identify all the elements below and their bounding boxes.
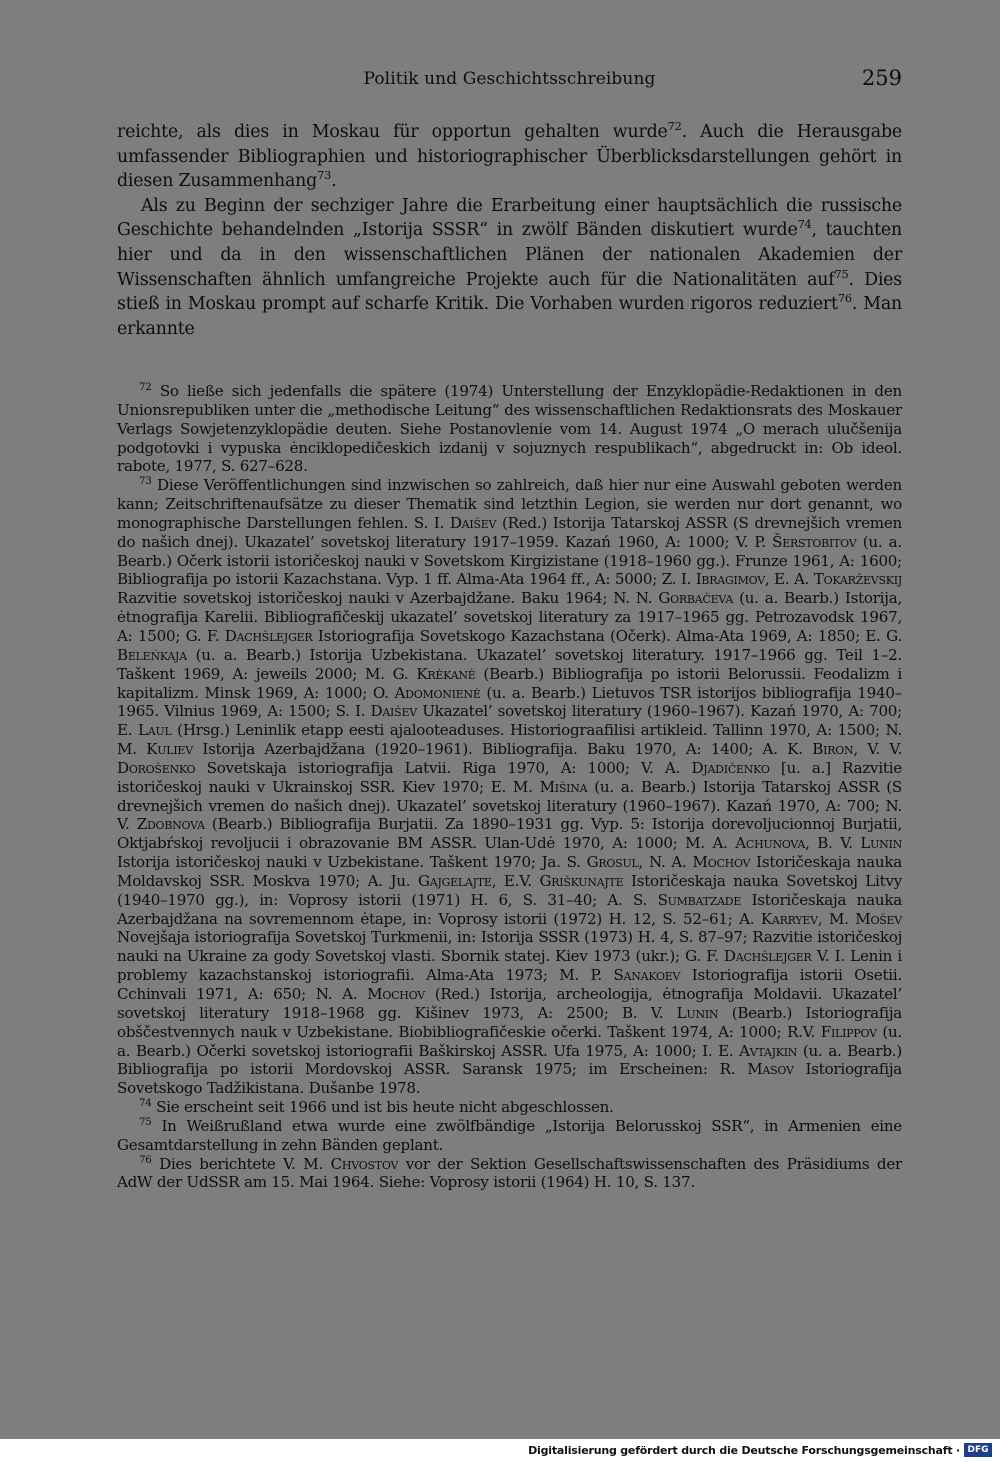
text-run: (Bearb.) Bibliografija Burjatii. Za 1890–1931 gg. Vyp. 5: Istorija dorevoljucionnoj Burjatii, Oktjabŕskoj revoljucii i obrazovanie BM ASSR. Ulan-Udė 1970, A: 1000; M. A. (117, 815, 903, 853)
author-name: Karryev (760, 909, 818, 928)
author-name: Dachšlejger (723, 947, 812, 966)
text-run: (u. a. Bearb.) Istorija, ėtnografija Karelii. Bibliografičeskij ukazatel’ sovetskoj literatury za 1917–1965 gg. Petrozavodsk 1967, A: 1500; G. F. (117, 589, 902, 645)
text-run: Istoriografija Sovetskogo Tadžikistana. Dušanbe 1978. (117, 1060, 903, 1098)
text-run: reichte, als dies in Moskau für opportun gehalten wurde (117, 122, 668, 142)
author-name: Daišev (449, 513, 497, 532)
author-name: Daišev (370, 702, 417, 721)
author-name: Beleńkaja (117, 645, 187, 664)
footnote-text (117, 476, 902, 1097)
author-name: Sumbatzade (657, 890, 742, 909)
author-name: Mochov (367, 985, 425, 1003)
footnote-number: 75 (139, 1115, 152, 1128)
author-name: Šerstobitov (772, 532, 857, 551)
text-run: . Auch die Herausgabe umfassender Bibliographien und historiographischer Überblicksdarstellungen gehört in diesen Zusammenhang (117, 122, 902, 192)
text-run: Ukazatel’ sovetskoj literatury (1960–1967). Kazań 1970, A: 700; E. (117, 702, 902, 740)
footnote-73 (117, 476, 902, 1098)
author-name: Tokarževskij (813, 570, 902, 589)
text-run: Istoričeskaja nauka Moldavskoj SSR. Moskva 1970; A. Ju. (117, 853, 902, 890)
author-name: Krėkanė (416, 664, 476, 683)
text-run: , N. A. (638, 853, 693, 872)
author-name: Adomonienė (394, 683, 481, 702)
text-run: , V. V. (853, 740, 902, 759)
text-run: (Red.) Istorija, archeologija, ėtnografija Moldavii. Ukazatel’ sovetskoj literatury 1918–1968 gg. Kišinev 1973, A: 2500; B. V. (117, 985, 902, 1022)
text-run: Sovetskaja istoriografija Latvii. Riga 1970, A: 1000; V. A. (195, 758, 692, 777)
author-name: Lunin (860, 834, 902, 853)
text-run: (Hrsg.) Leninlik etapp eesti ajalooteaduses. Historiograafilisi artikleid. Tallinn 1970, A: 1500; N. M. (117, 721, 903, 759)
text-run: (u. a. Bearb.) Istorija Uzbekistana. Ukazatel’ sovetskoj literatury. 1917–1966 gg. Teil 1–2. Taškent 1969, A: jeweils 2000; M. G. (117, 645, 902, 683)
author-name: Zdobnova (136, 815, 205, 834)
footnote-74 (117, 1098, 902, 1117)
paragraph-2 (117, 194, 902, 342)
author-name: Avtajkin (739, 1041, 798, 1060)
text-run: Istoriografija istorii Osetii. Cchinvali 1971, A: 650; N. A. (117, 966, 902, 1003)
footnote-ref: 73 (317, 169, 332, 183)
paragraph-1 (117, 120, 902, 194)
text-run: Istorija Azerbajdžana (1920–1961). Bibliografija. Baku 1970, A: 1400; A. K. (192, 740, 813, 759)
author-name: Gorbačeva (658, 589, 734, 608)
text-run: (Red.) Istorija Tatarskoj ASSR (S drevnejšich vremen do našich dnej). Ukazatel’ sovetskoj literatury 1917–1959. Kazań 1960, A: 1000; V. P. (117, 513, 902, 551)
text-run: Istoričeskaja nauka Sovetskoj Litvy (1940–1970 gg.), in: Voprosy istorii (1971) H. 6, S. 31–40; A. S. (117, 871, 902, 909)
footnote-text: Sie erscheint seit 1966 und ist bis heute nicht abgeschlossen. (156, 1098, 614, 1117)
footnote-number: 73 (139, 475, 152, 488)
text-run: Diese Veröffentlichungen sind inzwischen so zahlreich, daß hier nur eine Auswahl geboten werden kann; Zeitschriftenaufsätze zu dieser Thematik sind letzthin Legion, sie werden nur dort genannt, wo monographische Darstellungen fehlen. S. I. (117, 476, 902, 532)
main-text (117, 120, 902, 341)
text-run: Istoriografija Sovetskogo Kazachstana (Očerk). Alma-Ata 1969, A: 1850; E. G. (312, 626, 902, 645)
footnote-text: vor der Sektion Gesellschaftswissenschaften des Präsidiums der AdW der UdSSR am 15. Mai 1964. Siehe: Voprosy istorii (1964) H. 10, S. 137. (117, 1154, 902, 1192)
footnote-number: 72 (139, 380, 152, 393)
author-name: Filippov (820, 1022, 877, 1041)
text-run: , E. A. (764, 570, 814, 589)
dfg-logo-icon: DFG (964, 1443, 992, 1457)
footnote-number: 76 (139, 1153, 152, 1166)
footnote-ref: 76 (837, 292, 852, 306)
text-run: Istoričeskaja nauka Azerbajdžana na sovremennom ėtape, in: Voprosy istorii (1972) H. 12, S. 52–61; A. (117, 890, 902, 928)
footnote-72 (117, 382, 902, 476)
text-run: (Bearb.) Istoriografija obščestvennych nauk v Uzbekistane. Biobibliografičeskie očerki. Taškent 1974, A: 1000; R.V. (117, 1003, 902, 1041)
author-name: Achunova (735, 834, 806, 853)
footnote-text: Dies berichtete V. M. (159, 1154, 331, 1173)
author-name: Lunin (676, 1003, 719, 1022)
text-run: , M. (817, 909, 856, 928)
text-run: V. I. Lenin i problemy kazachstanskoj istoriografii. Alma-Ata 1973; M. P. (117, 947, 902, 985)
footnote-ref: 74 (797, 218, 812, 232)
running-title: Politik und Geschichtsschreibung (363, 69, 656, 89)
footnote-ref: 75 (834, 267, 849, 281)
footnotes (117, 382, 902, 1192)
author-name: Dachšlejger (224, 626, 313, 645)
author-name: Mišina (539, 777, 588, 796)
footnote-text: In Weißrußland etwa wurde eine zwölfbändige „Istorija Belorusskoj SSR“, in Armenien eine Gesamtdarstellung in zehn Bänden geplant. (117, 1116, 902, 1154)
author-name: Sanakoev (613, 966, 681, 985)
footnote-number: 74 (139, 1097, 152, 1110)
footnote-75 (117, 1117, 902, 1155)
text-run: (u. a. Bearb.) Istorija Tatarskoj ASSR (S drevnejšich vremen do našich dnej). Ukazatel’ sovetskoj literatury (1960–1967). Kazań 1970, A: 700; N. V. (117, 777, 902, 834)
author-name: Kuliev (146, 740, 193, 759)
text-run: (u. a. Bearb.) Očerki sovetskoj istoriografii Baškirskoj ASSR. Ufa 1975, A: 1000; I. E. (117, 1022, 902, 1060)
author-name: Gajgelajte (417, 871, 492, 890)
author-name: Biron (812, 740, 854, 759)
text-run: . Man erkannte (117, 294, 902, 339)
author-name: Masov (747, 1060, 794, 1079)
author-name: Ibragimov (695, 570, 765, 589)
text-run: , tauchten hier und da in den wissenschaftlichen Plänen der nationalen Akademien der Wissenschaften ähnlich umfangreiche Projekte auch für die Nationalitäten auf (117, 220, 902, 290)
author-name: Dorošenko (117, 758, 196, 777)
page-number: 259 (861, 66, 902, 90)
author-name: Mošev (855, 909, 902, 928)
footnote-76 (117, 1155, 902, 1193)
author-name: Djadičenko (691, 758, 770, 777)
digitization-footer (0, 1439, 1000, 1462)
text-run: (u. a. Bearb.) Lietuvos TSR istorijos bibliografija 1940–1965. Vilnius 1969, A: 1500; S. I. (117, 683, 902, 721)
funding-credit: Digitalisierung gefördert durch die Deutsche Forschungsgemeinschaft · (528, 1444, 960, 1457)
page-header (117, 66, 902, 96)
author-name: Laul (137, 721, 172, 740)
text-run: Novejšaja istoriografija Sovetskoj Turkmenii, in: Istorija SSSR (1973) H. 4, S. 87–97; Razvitie istoričeskoj nauki na Ukraine za gody Sovetskoj vlasti. Sbornik statej. Kiev 1973 (ukr.); G. F. (117, 928, 902, 966)
text-run: , B. V. (805, 834, 861, 853)
text-run: [u. a.] Razvitie istoričeskoj nauki v Ukrainskoj SSR. Kiev 1970; E. M. (117, 758, 902, 796)
author-name: Chvostov (330, 1154, 399, 1173)
text-run: . (331, 171, 337, 192)
footnote-text: So ließe sich jedenfalls die spätere (1974) Unterstellung der Enzyklopädie-Redaktionen in den Unionsrepubliken unter die „methodische Leitung“ des wissenschaftlichen Redaktionsrats des Moskauer Verlags Sowjetenzyklopädie deuten. Siehe Postanovlenie vom 14. August 1974 „O merach ulučšenija podgotovki i vypuska ėnciklopedičeskich izdanij v sojuznych respublikach“, abgedruckt in: Ob ideol. rabote, 1977, S. 627–628. (117, 382, 902, 476)
text-run: Istorija istoričeskoj nauki v Uzbekistane. Taškent 1970; Ja. S. (117, 853, 587, 872)
text-run: (Bearb.) Bibliografija po istorii Belorussii. Feodalizm i kapitalizm. Minsk 1969, A: 1000; O. (117, 664, 902, 702)
author-name: Grosul (586, 853, 639, 872)
footnote-ref: 72 (667, 120, 682, 134)
text-run: . Dies stieß in Moskau prompt auf scharfe Kritik. Die Vorhaben wurden rigoros reduziert (117, 269, 902, 315)
author-name: Mochov (692, 853, 751, 872)
author-name: Griškunajte (539, 871, 624, 890)
text-run: Als zu Beginn der sechziger Jahre die Erarbeitung einer hauptsächlich die russische Geschichte behandelnden „Istorija SSSR“ in zwölf Bänden diskutiert wurde (117, 195, 902, 241)
text-run: (u. a. Bearb.) Očerk istorii istoričeskoj nauki v Sovetskom Kirgizistane (1918–1960 gg.). Frunze 1961, A: 1600; Bibliografija po istorii Kazachstana. Vyp. 1 ff. Alma-Ata 1964 ff., A: 5000; Z. I. (117, 532, 902, 589)
text-run: (u. a. Bearb.) Bibliografija po istorii Mordovskoj ASSR. Saransk 1975; im Erscheinen: R. (117, 1041, 902, 1079)
text-run: , E.V. (491, 871, 540, 890)
text-run: Razvitie sovetskoj istoričeskoj nauki v Azerbajdžane. Baku 1964; N. N. (117, 589, 659, 608)
